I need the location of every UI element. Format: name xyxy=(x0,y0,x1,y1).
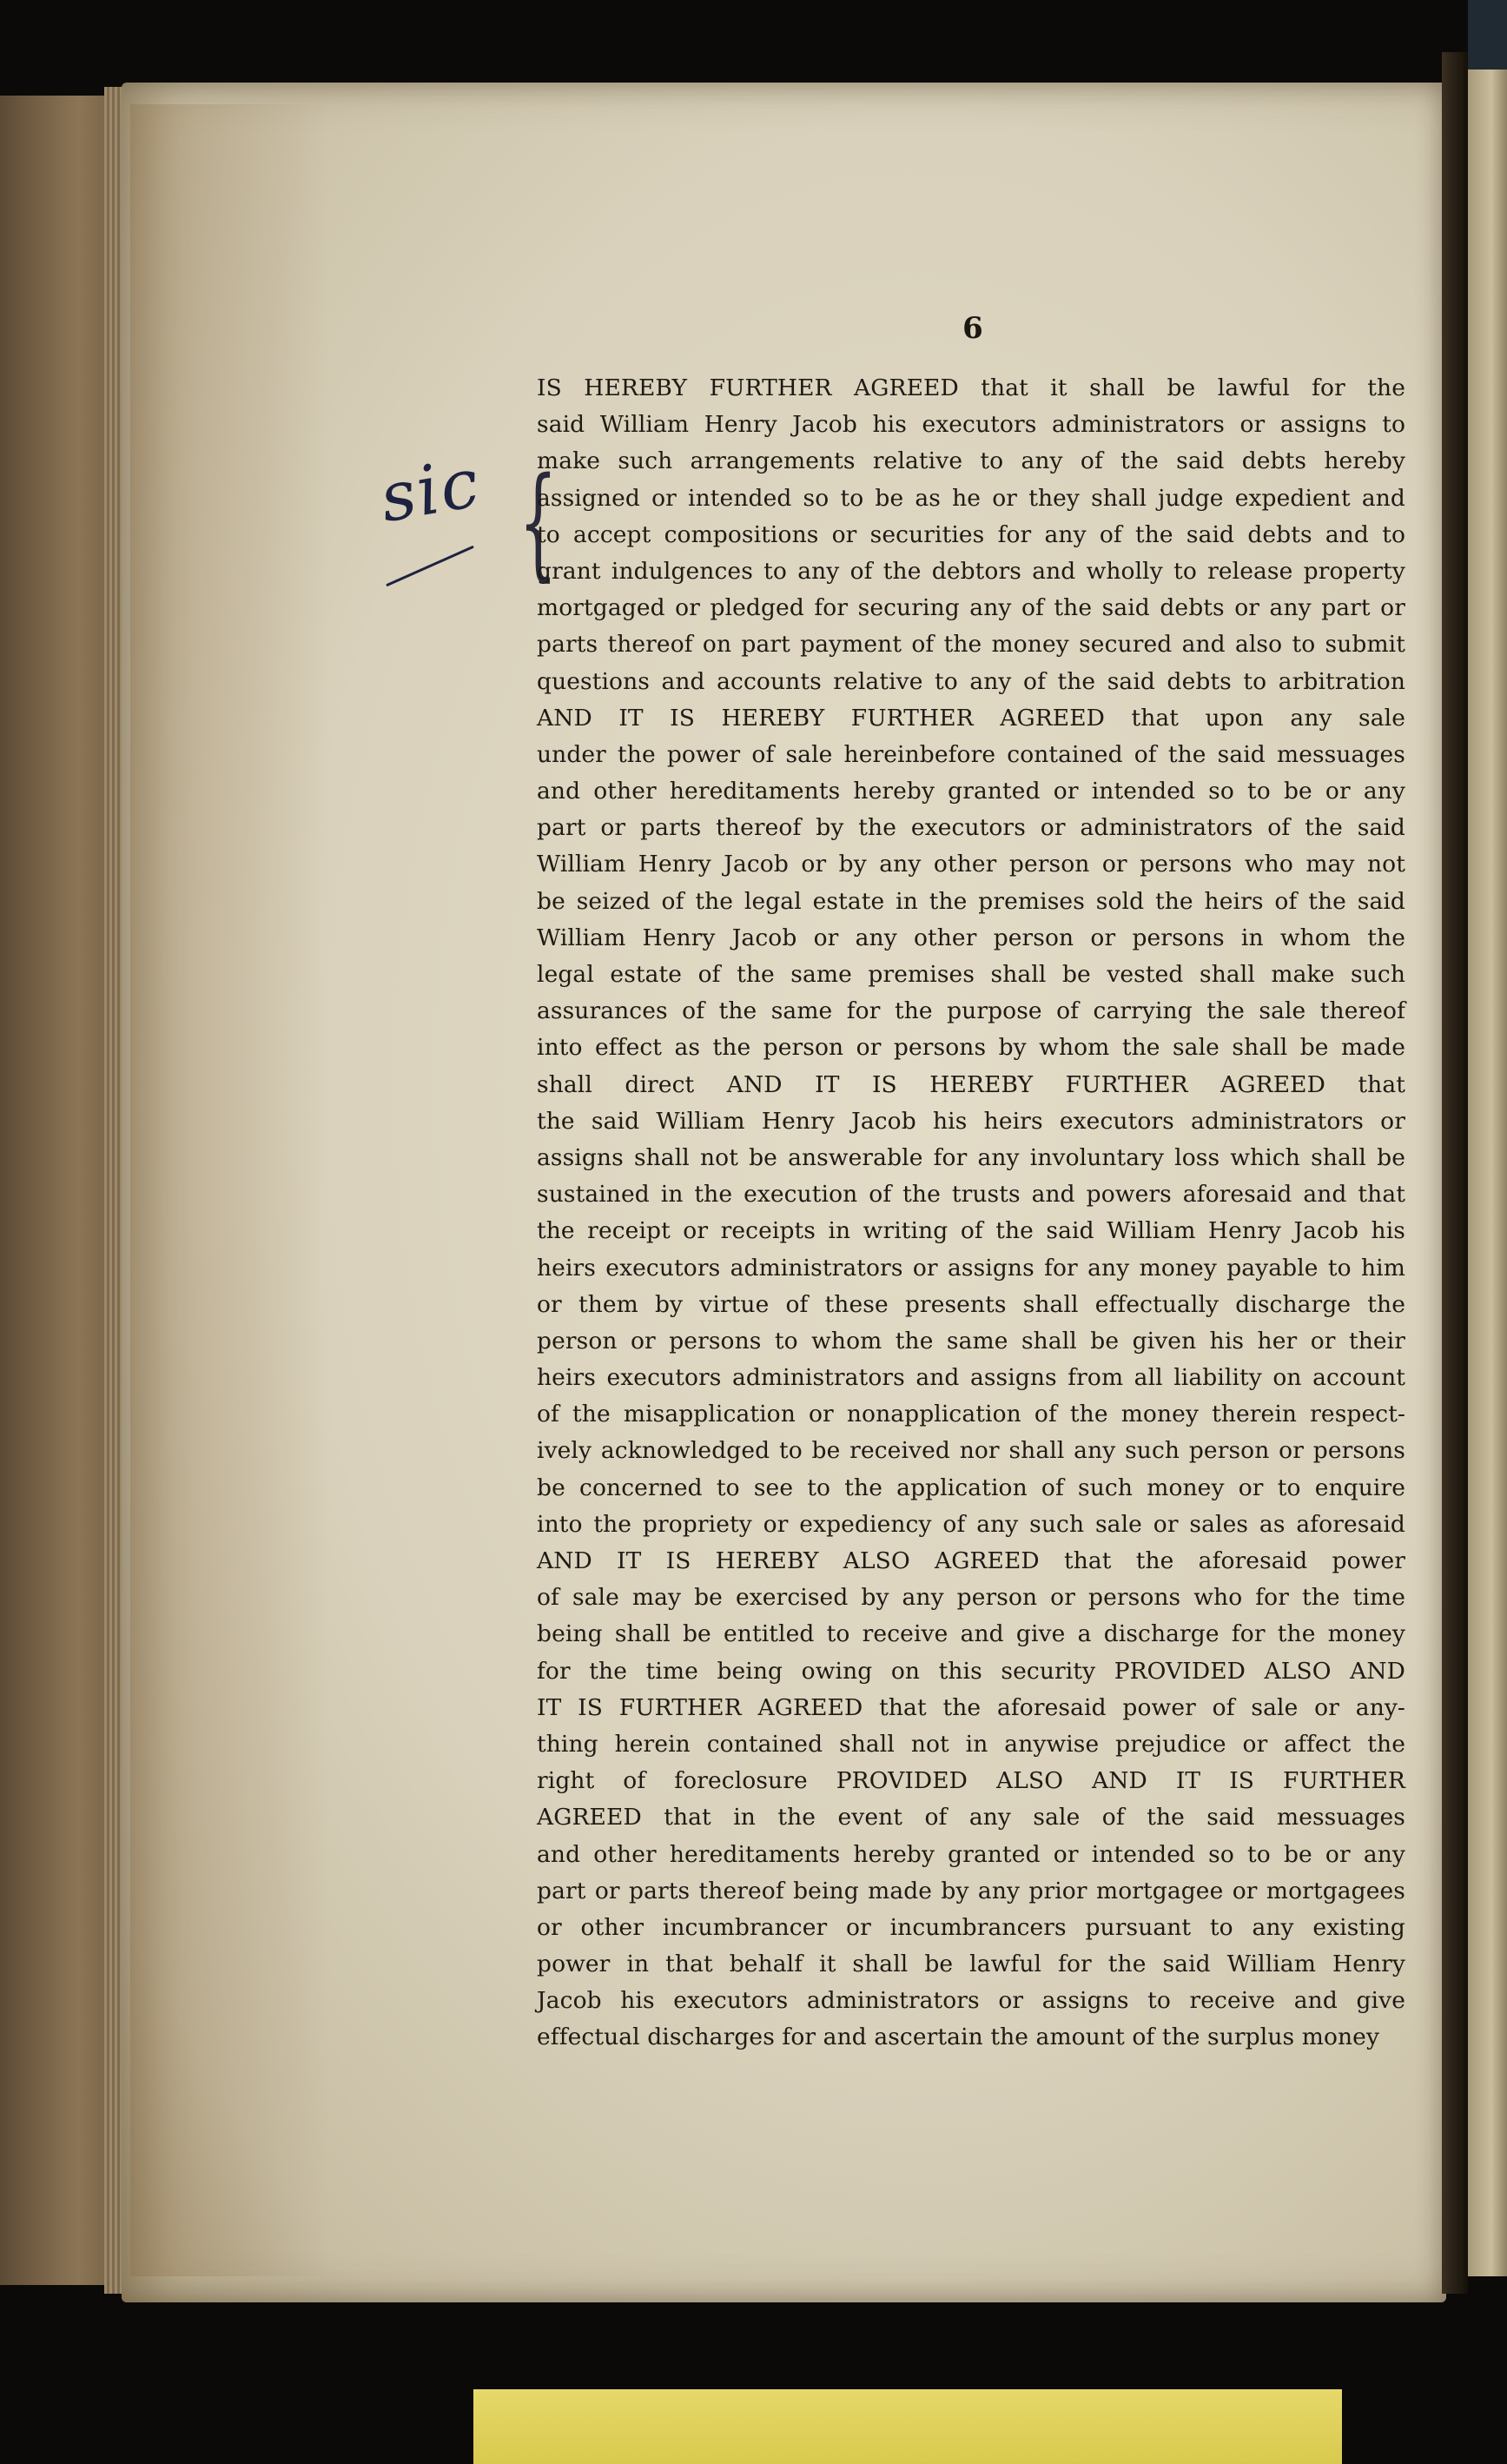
text-line: Jacob his executors administrators or assigns to receive and give xyxy=(537,1987,1405,2015)
text-line: heirs executors administrators and assigns from all liability on account xyxy=(537,1364,1405,1392)
text-line: legal estate of the same premises shall be vested shall make such xyxy=(537,961,1405,988)
text-line: into the propriety or expediency of any such sale or sales as aforesaid xyxy=(537,1510,1405,1538)
next-page-edge xyxy=(1468,70,1507,2276)
text-line: under the power of sale hereinbefore contained of the said messuages xyxy=(537,740,1405,768)
text-line: part or parts thereof being made by any prior mortgagee or mortgagees xyxy=(537,1877,1405,1904)
yellow-marker-tab xyxy=(473,2389,1342,2464)
text-line: AGREED that in the event of any sale of the said messuages xyxy=(537,1804,1405,1831)
text-line: AND IT IS HEREBY ALSO AGREED that the aforesaid power xyxy=(537,1547,1405,1574)
text-line: or other incumbrancer or incumbrancers pursuant to any existing xyxy=(537,1913,1405,1941)
text-line: shall direct AND IT IS HEREBY FURTHER AGREED that xyxy=(537,1070,1405,1098)
text-line: William Henry Jacob or by any other person or persons who may not xyxy=(537,851,1405,878)
text-line: and other hereditaments hereby granted or intended so to be or any xyxy=(537,778,1405,805)
text-line: to accept compositions or securities for any of the said debts and to xyxy=(537,520,1405,548)
text-line: parts thereof on part payment of the money secured and also to submit xyxy=(537,631,1405,659)
text-line: and other hereditaments hereby granted or intended so to be or any xyxy=(537,1840,1405,1868)
text-line: the receipt or receipts in writing of the said William Henry Jacob his xyxy=(537,1217,1405,1245)
text-line: of the misapplication or nonapplication of the money therein respect- xyxy=(537,1401,1405,1428)
text-line: assigns shall not be answerable for any involuntary loss which shall be xyxy=(537,1143,1405,1171)
text-line: make such arrangements relative to any of the said debts hereby xyxy=(537,447,1405,475)
text-line: said William Henry Jacob his executors administrators or assigns to xyxy=(537,411,1405,439)
page-stain xyxy=(130,104,330,2276)
text-line: mortgaged or pledged for securing any of the said debts or any part or xyxy=(537,594,1405,622)
text-line: heirs executors administrators or assigns for any money payable to him xyxy=(537,1254,1405,1282)
text-line: thing herein contained shall not in anywise prejudice or affect the xyxy=(537,1730,1405,1758)
text-line: assurances of the same for the purpose of carrying the sale thereof xyxy=(537,997,1405,1025)
text-line: the said William Henry Jacob his heirs executors administrators or xyxy=(537,1107,1405,1135)
text-line: person or persons to whom the same shall be given his her or their xyxy=(537,1327,1405,1355)
text-line: sustained in the execution of the trusts and powers aforesaid and that xyxy=(537,1181,1405,1209)
text-line: IS HEREBY FURTHER AGREED that it shall be lawful for the xyxy=(537,374,1405,401)
background-corner xyxy=(1468,0,1507,70)
handwritten-sic-note: sic xyxy=(374,443,486,539)
text-line: assigned or intended so to be as he or they shall judge expedient and xyxy=(537,484,1405,512)
text-line: questions and accounts relative to any of the said debts to arbitration xyxy=(537,667,1405,695)
document-body-text xyxy=(537,370,1405,2057)
text-line: right of foreclosure PROVIDED ALSO AND IT IS FURTHER xyxy=(537,1767,1405,1795)
text-line: be concerned to see to the application of such money or to enquire xyxy=(537,1474,1405,1501)
handwritten-bracket: { xyxy=(519,452,558,593)
text-line: for the time being owing on this security PROVIDED ALSO AND xyxy=(537,1657,1405,1685)
text-line: power in that behalf it shall be lawful for the said William Henry xyxy=(537,1951,1405,1978)
text-line: or them by virtue of these presents shall effectually discharge the xyxy=(537,1290,1405,1318)
text-line: AND IT IS HEREBY FURTHER AGREED that upon any sale xyxy=(537,704,1405,732)
text-line: be seized of the legal estate in the premises sold the heirs of the said xyxy=(537,887,1405,915)
text-line: into effect as the person or persons by whom the sale shall be made xyxy=(537,1034,1405,1062)
text-line: being shall be entitled to receive and give a discharge for the money xyxy=(537,1620,1405,1648)
book-gutter xyxy=(1442,52,1468,2294)
text-line: effectual discharges for and ascertain the amount of the surplus money xyxy=(537,2024,1380,2051)
text-line: of sale may be exercised by any person or persons who for the time xyxy=(537,1584,1405,1612)
page-number: 6 xyxy=(962,311,983,346)
text-line: part or parts thereof by the executors or administrators of the said xyxy=(537,814,1405,842)
text-line: William Henry Jacob or any other person or persons in whom the xyxy=(537,924,1405,951)
text-line: grant indulgences to any of the debtors and wholly to release property xyxy=(537,557,1405,585)
text-line: ively acknowledged to be received nor shall any such person or persons xyxy=(537,1437,1405,1465)
text-line: IT IS FURTHER AGREED that the aforesaid power of sale or any- xyxy=(537,1693,1405,1721)
